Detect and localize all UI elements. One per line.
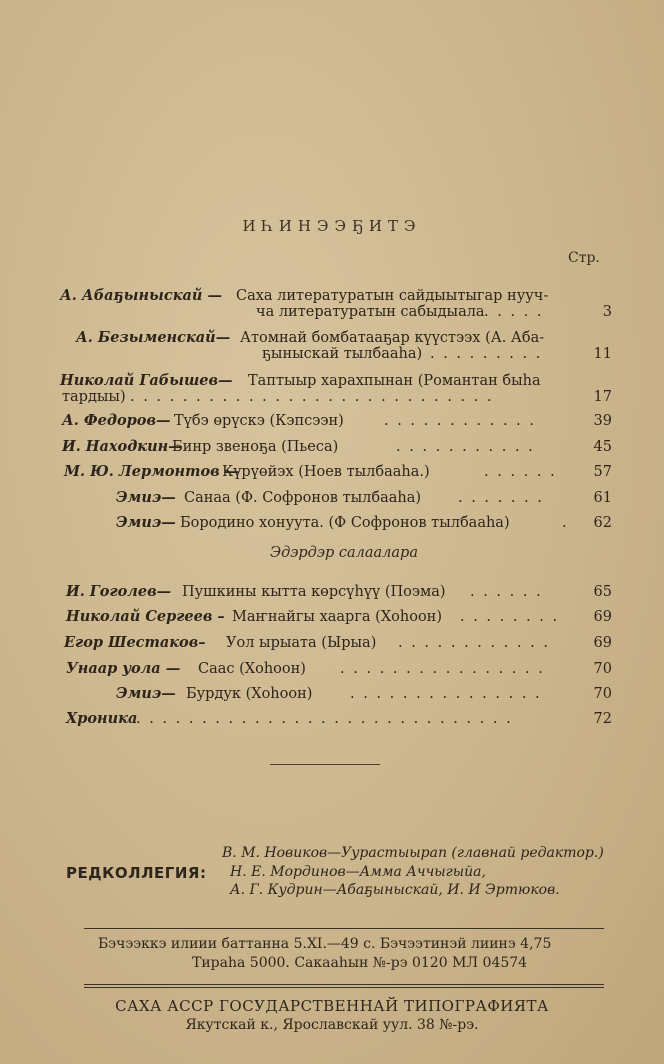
toc-author: Хроника	[66, 710, 138, 727]
toc-title: Бородино хонуута. (Ф Софронов тылбааһа)	[180, 515, 510, 531]
toc-author: Унаар уола —	[66, 660, 181, 677]
editor-line: В. М. Новиков—Уурастыырап (главнай редактор.)	[222, 845, 604, 861]
page-title: ИҺИНЭЭҔИТЭ	[242, 217, 422, 235]
toc-title-cont: ча литературатын сабыдыала	[256, 304, 485, 320]
leader-dots: . . . . . . . . . . . . . . .	[350, 686, 542, 702]
leader-dots: . . . . . .	[484, 464, 557, 480]
toc-author: Эмиэ—	[116, 514, 176, 531]
leader-dots: .	[562, 515, 569, 531]
toc-title: Бинр звеноҕа (Пьеса)	[172, 439, 339, 455]
toc-page: 17	[593, 389, 612, 405]
divider	[84, 987, 604, 988]
toc-title: Атомнай бомбатааҕар күүстээх (А. Аба-	[240, 330, 545, 346]
toc-page: 69	[593, 635, 612, 651]
toc-title-cont: тардыы)	[62, 389, 126, 405]
toc-author: Николай Сергеев –	[66, 608, 225, 625]
divider	[270, 764, 380, 765]
toc-title: Бурдук (Хоһоон)	[186, 686, 313, 702]
leader-dots: . . . . . . . . . . . .	[398, 635, 551, 651]
toc-title: Санаа (Ф. Софронов тылбааһа)	[184, 490, 421, 506]
toc-title: Маҥнайгы хаарга (Хоһоон)	[232, 609, 442, 625]
leader-dots: . . . . . . . . . . . . . . . . . . . . . . . . . . . .	[130, 389, 494, 405]
toc-page: 45	[593, 439, 612, 455]
leader-dots: . . . . . . . . . . . . . . . .	[340, 661, 545, 677]
leader-dots: . . . . . . . . .	[430, 346, 543, 362]
editor-line: А. Г. Кудрин—Абаҕыныскай, И. И Эртюков.	[230, 882, 560, 898]
toc-page: 11	[593, 346, 612, 362]
toc-page: 3	[602, 304, 612, 320]
page-column-label: Стр.	[568, 250, 600, 266]
toc-page: 62	[593, 515, 612, 531]
toc-title: Саха литературатын сайдыытыгар нууч-	[236, 288, 549, 304]
leader-dots: . . . . . . . . . . . . . . . . . . . . . . . . . . . . .	[136, 711, 513, 727]
editorial-label: РЕДКОЛЛЕГИЯ:	[66, 864, 207, 882]
toc-page: 61	[593, 490, 612, 506]
imprint-line: Бэчээккэ илиии баттанна 5.XI.—49 с. Бэчээтинэй лиинэ 4,75	[98, 936, 552, 952]
section-heading: Эдэрдэр салаалара	[270, 545, 418, 561]
toc-title: Пушкины кытта көрсүһүү (Поэма)	[182, 584, 446, 600]
toc-page: 69	[593, 609, 612, 625]
press-address: Якутскай к., Ярославскай уул. 38 №-рэ.	[185, 1017, 479, 1033]
leader-dots: . . . . . . . . . . . .	[384, 413, 537, 429]
toc-author: Егор Шестаков–	[64, 634, 206, 651]
toc-author: Николай Габышев—	[60, 372, 233, 389]
imprint-line: Тираһа 5000. Сакааһын №-рэ 0120 МЛ 04574	[192, 955, 528, 971]
toc-title: Таптыыр харахпынан (Романтан быһа	[248, 373, 541, 389]
toc-title: Саас (Хоһоон)	[198, 661, 306, 677]
editor-line: Н. Е. Мординов—Амма Аччыгыйа,	[230, 864, 486, 880]
toc-title: Күрүөйэх (Ноев тылбааһа.)	[222, 464, 430, 480]
press-name: САХА АССР ГОСУДАРСТВЕННАЙ ТИПОГРАФИЯТА	[115, 997, 549, 1015]
leader-dots: . . . . .	[484, 304, 544, 320]
divider	[84, 984, 604, 985]
toc-title-cont: ҕыныскай тылбааһа)	[262, 346, 423, 362]
leader-dots: . . . . . . .	[458, 490, 544, 506]
toc-author: М. Ю. Лермонтов —	[64, 463, 240, 480]
toc-page: 57	[593, 464, 612, 480]
toc-page: 70	[593, 661, 612, 677]
leader-dots: . . . . . . . .	[460, 609, 560, 625]
leader-dots: . . . . . .	[470, 584, 543, 600]
toc-page: 72	[593, 711, 612, 727]
toc-title: Уол ырыата (Ырыа)	[226, 635, 377, 651]
toc-author: Эмиэ—	[116, 685, 176, 702]
toc-author: Эмиэ—	[116, 489, 176, 506]
toc-author: А. Абаҕыныскай —	[60, 287, 223, 304]
toc-author: И. Находкин—	[62, 438, 183, 455]
toc-title: Түбэ өрүскэ (Кэпсээн)	[174, 413, 344, 429]
toc-author: А. Федоров—	[62, 412, 171, 429]
toc-author: А. Безыменскай—	[76, 329, 231, 346]
toc-page: 65	[593, 584, 612, 600]
divider	[84, 928, 604, 929]
toc-author: И. Гоголев—	[66, 583, 172, 600]
toc-page: 70	[593, 686, 612, 702]
toc-page: 39	[593, 413, 612, 429]
leader-dots: . . . . . . . . . . .	[396, 439, 535, 455]
